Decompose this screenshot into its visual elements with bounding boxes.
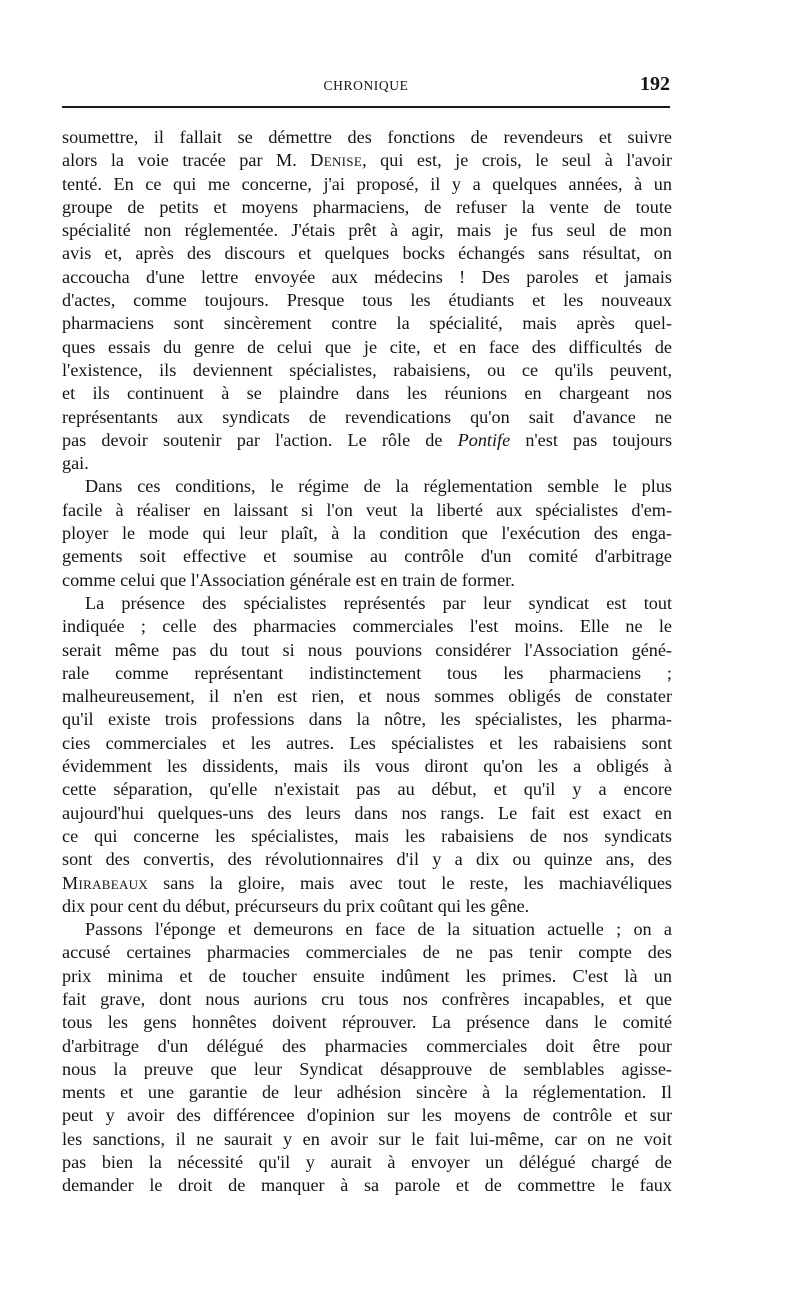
text-line: soumettre, il fallait se démettre des fonctions de revendeurs et suivre — [62, 127, 672, 147]
text-line: alors la voie tracée par M. Denise, qui est, je crois, le seul à l'avoir — [62, 150, 673, 171]
text-line: l'existence, ils deviennent spécialistes, rabaisiens, ou ce qu'ils peuvent, — [62, 359, 672, 380]
text-line: prix minima et de toucher ensuite indûment les primes. C'est là un — [62, 965, 672, 986]
text-line: cies commerciales et les autres. Les spécialistes et les rabaisiens sont — [62, 732, 672, 753]
text-line: nous la preuve que leur Syndicat désapprouve de semblables agisse- — [62, 1058, 672, 1079]
header-rule — [62, 106, 670, 108]
page-header — [62, 72, 670, 108]
text-line: peut y avoir des différencee d'opinion sur les moyens de contrôle et sur — [62, 1105, 672, 1126]
text-line: spécialité non réglementée. J'étais prêt à agir, mais je fus seul de mon — [62, 220, 672, 241]
text-line: aujourd'hui quelques-uns des leurs dans nos rangs. Le fait est exact en — [62, 802, 672, 823]
text-line: tenté. En ce qui me concerne, j'ai proposé, il y a quelques années, à un — [62, 173, 672, 194]
text-line: accoucha d'une lettre envoyée aux médecins ! Des paroles et jamais — [62, 266, 672, 287]
text-line: pas bien la nécessité qu'il y aurait à envoyer un délégué chargé de — [62, 1152, 672, 1173]
text-line: et ils continuent à se plaindre dans les réunions en chargeant nos — [62, 383, 672, 404]
text-line: ments et une garantie de leur adhésion sincère à la réglementation. Il — [62, 1082, 672, 1103]
text-line: évidemment les dissidents, mais ils vous diront qu'on les a obligés à — [62, 756, 672, 777]
text-line: dix pour cent du début, précurseurs du prix coûtant qui les gêne. — [62, 895, 530, 916]
text-line: avis et, après des discours et quelques bocks échangés sans résultat, on — [62, 243, 672, 264]
text-line: rale comme représentant indistinctement tous les pharmaciens ; — [62, 662, 672, 683]
text-line: groupe de petits et moyens pharmaciens, de refuser la vente de toute — [62, 196, 672, 217]
text-line: La présence des spécialistes représentés par leur syndicat est tout — [85, 592, 672, 613]
text-line: gements soit effective et soumise au contrôle d'un comité d'arbitrage — [62, 546, 672, 567]
text-line: indiquée ; celle des pharmacies commerciales l'est moins. Elle ne le — [62, 616, 672, 637]
text-line: Passons l'éponge et demeurons en face de la situation actuelle ; on a — [85, 919, 672, 940]
text-line: ployer le mode qui leur plaît, à la condition que l'exécution des enga- — [62, 523, 672, 544]
proper-name: Mirabeaux — [62, 872, 149, 893]
text-line: d'actes, comme toujours. Presque tous les étudiants et les nouveaux — [62, 290, 672, 311]
text-line: tous les gens honnêtes doivent réprouver. La présence dans le comité — [62, 1012, 672, 1033]
text-line: Dans ces conditions, le régime de la réglementation semble le plus — [85, 476, 672, 497]
text-line: qu'il existe trois professions dans la nôtre, les spécialistes, les pharma- — [62, 709, 672, 730]
italic-word: Pontife — [457, 429, 511, 450]
text-line: pharmaciens sont sincèrement contre la spécialité, mais après quel- — [62, 313, 672, 334]
text-line: sont des convertis, des révolutionnaires d'il y a dix ou quinze ans, des — [62, 849, 672, 870]
text-line: facile à réaliser en laissant si l'on veut la liberté aux spécialistes d'em- — [62, 499, 672, 520]
body-text — [62, 126, 672, 1198]
text-line: demander le droit de manquer à sa parole et de commettre le faux — [62, 1175, 672, 1196]
page-number: 192 — [640, 73, 670, 95]
text-line: cette séparation, qu'elle n'existait pas au début, et qu'il y a encore — [62, 779, 672, 800]
text-line: ques essais du genre de celui que je cite, et en face des difficultés de — [62, 336, 672, 357]
text-line: les sanctions, il ne saurait y en avoir sur le fait lui-même, car on ne voit — [62, 1128, 672, 1149]
text-line: comme celui que l'Association générale est en train de former. — [62, 569, 515, 590]
text-line: gai. — [62, 453, 89, 474]
text-line: malheureusement, il n'en est rien, et nous sommes obligés de constater — [62, 686, 672, 707]
text-line: accusé certaines pharmacies commerciales de ne pas tenir compte des — [62, 942, 672, 963]
text-line: fait grave, dont nous aurions cru tous nos confrères incapables, et que — [62, 988, 672, 1009]
running-head: CHRONIQUE — [323, 78, 409, 93]
author-name: Denise — [310, 150, 363, 171]
text-line: d'arbitrage d'un délégué des pharmacies commerciales doit être pour — [62, 1035, 672, 1056]
text-line: représentants aux syndicats de revendications qu'on sait d'avance ne — [62, 406, 672, 427]
text-line: pas devoir soutenir par l'action. Le rôle de Pontife n'est pas toujours — [62, 429, 673, 450]
text-line: serait même pas du tout si nous pouvions considérer l'Association géné- — [62, 639, 672, 660]
text-line: ce qui concerne les spécialistes, mais les rabaisiens de nos syndicats — [62, 825, 672, 846]
text-line: Mirabeaux sans la gloire, mais avec tout le reste, les machiavéliques — [62, 872, 672, 893]
